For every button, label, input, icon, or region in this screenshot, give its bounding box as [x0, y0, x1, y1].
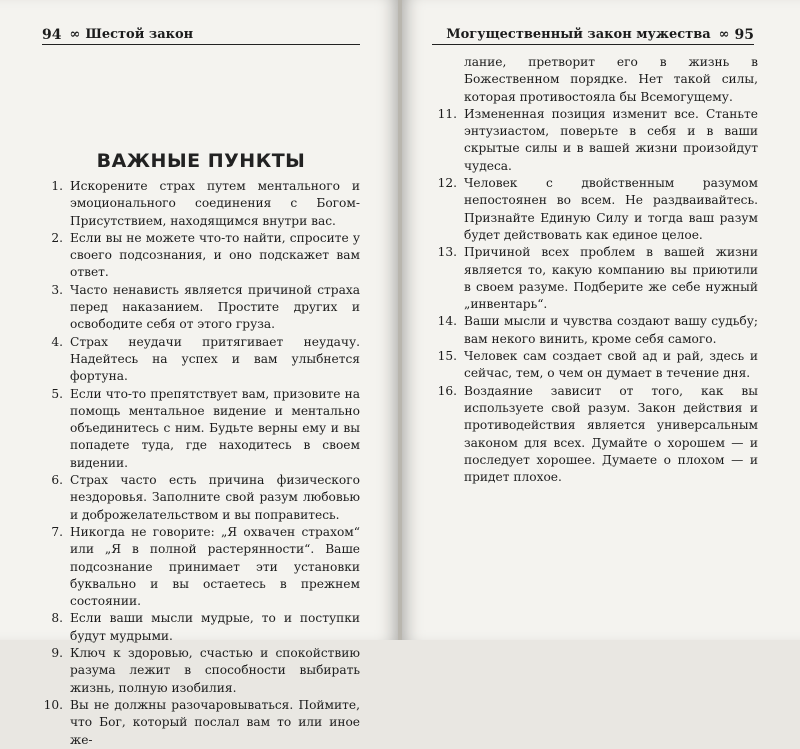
item-number: 5. — [51, 386, 63, 401]
item-text: лание, претворит его в жизнь в Божественном порядке. Нет такой силы, которая противостояла бы Всемогущему. — [464, 55, 758, 104]
item-number: 15. — [437, 349, 457, 364]
list-item — [42, 524, 360, 610]
list-item — [42, 472, 360, 524]
item-number: 12. — [437, 176, 457, 191]
item-text: Если вы не можете что-то найти, спросите у своего подсознания, и оно подскажет вам ответ. — [70, 230, 360, 280]
item-text: Страх неудачи притягивает неудачу. Надейтесь на успех и вам улыбнется фортуна. — [70, 334, 360, 384]
list-item — [42, 282, 360, 334]
list-item — [42, 610, 360, 645]
item-number: 1. — [51, 179, 63, 193]
item-text: Измененная позиция изменит все. Станьте энтузиастом, поверьте в себя и в ваши скрытые силы и в вашей жизни произойдут чудеса. — [464, 106, 758, 173]
item-number: 16. — [437, 383, 457, 398]
item-number: 14. — [437, 314, 457, 329]
item-number: 13. — [437, 245, 457, 260]
list-item — [436, 244, 758, 313]
list-item — [42, 230, 360, 282]
item-number: 10. — [43, 697, 63, 712]
item-text: Человек с двойственным разумом непостоянен во всем. Не раздваивайтесь. Признайте Единую Силу и тогда ваш разум будет действовать как единое целое. — [464, 176, 758, 242]
right-page-number: 95 — [734, 27, 754, 43]
right-running-title: Могущественный закон мужества — [446, 27, 711, 42]
item-number: 6. — [51, 473, 63, 488]
item-number: 11. — [437, 106, 457, 121]
list-item — [436, 383, 758, 487]
item-text: Воздаяние зависит от того, как вы используете свой разум. Закон действия и противодействия является универсальным законом для всех. Думайте о хорошем — и последует хорошее. Думаете о плохом — и придет плохое. — [464, 383, 758, 485]
item-number: 3. — [51, 282, 63, 297]
item-text: Страх часто есть причина физического нездоровья. Заполните свой разум любовью и доброжелательством и вы поправитесь. — [70, 473, 360, 522]
list-item — [42, 334, 360, 386]
item-text: Человек сам создает свой ад и рай, здесь и сейчас, тем, о чем он думает в течение дня. — [464, 349, 758, 381]
section-title: ВАЖНЫЕ ПУНКТЫ — [96, 150, 306, 172]
important-points-list-left — [42, 178, 360, 749]
list-item — [42, 645, 360, 697]
item-number: 4. — [51, 334, 63, 349]
item-number: 9. — [51, 646, 63, 661]
list-item — [436, 348, 758, 383]
left-page-header — [42, 26, 360, 45]
item-text: Никогда не говорите: „Я охвачен страхом“ или „Я в полной растерянности“. Ваше подсознание принимает эти установки буквально и вы остаетесь в прежнем состоянии. — [70, 524, 360, 609]
right-page-header — [432, 26, 754, 45]
item-text: Часто ненависть является причиной страха перед наказанием. Простите других и освободите себя от этого груза. — [70, 282, 360, 332]
item-text: Ключ к здоровью, счастью и спокойствию разума лежит в способности выбирать жизнь, полную изобилия. — [70, 646, 360, 695]
left-page-number: 94 — [42, 27, 62, 43]
item-text: Вы не должны разочаровываться. Поймите, что Бог, который послал вам то или иное же- — [70, 697, 360, 747]
list-item — [436, 175, 758, 244]
item-text: Если что-то препятствует вам, призовите на помощь ментальное видение и ментально объединитесь с ним. Будьте верны ему и вы попадете туда, где находитесь в своем видении. — [70, 386, 360, 470]
left-running-title: Шестой закон — [85, 27, 194, 42]
left-page — [0, 0, 398, 747]
infinity-ornament-icon: ∞ — [718, 27, 727, 42]
item-number: 7. — [51, 524, 63, 539]
infinity-ornament-icon: ∞ — [69, 27, 78, 42]
list-item — [436, 106, 758, 175]
list-item — [42, 697, 360, 749]
right-page — [402, 0, 800, 640]
list-item — [42, 178, 360, 230]
item-text: Если ваши мысли мудрые, то и поступки будут мудрыми. — [70, 611, 360, 643]
item-number: 2. — [51, 230, 63, 245]
item-text: Искорените страх путем ментального и эмоционального соединения с Богом-Присутствием, находящимся внутри вас. — [70, 179, 360, 228]
important-points-list-right — [436, 54, 758, 486]
list-item-continuation — [436, 54, 758, 106]
item-text: Причиной всех проблем в вашей жизни является то, какую компанию вы приютили в своем разуме. Подберите же себе нужный „инвентарь“. — [464, 245, 758, 312]
item-text: Ваши мысли и чувства создают вашу судьбу; вам некого винить, кроме себя самого. — [464, 314, 758, 346]
list-item — [42, 386, 360, 472]
list-item — [436, 313, 758, 348]
item-number: 8. — [51, 611, 63, 626]
